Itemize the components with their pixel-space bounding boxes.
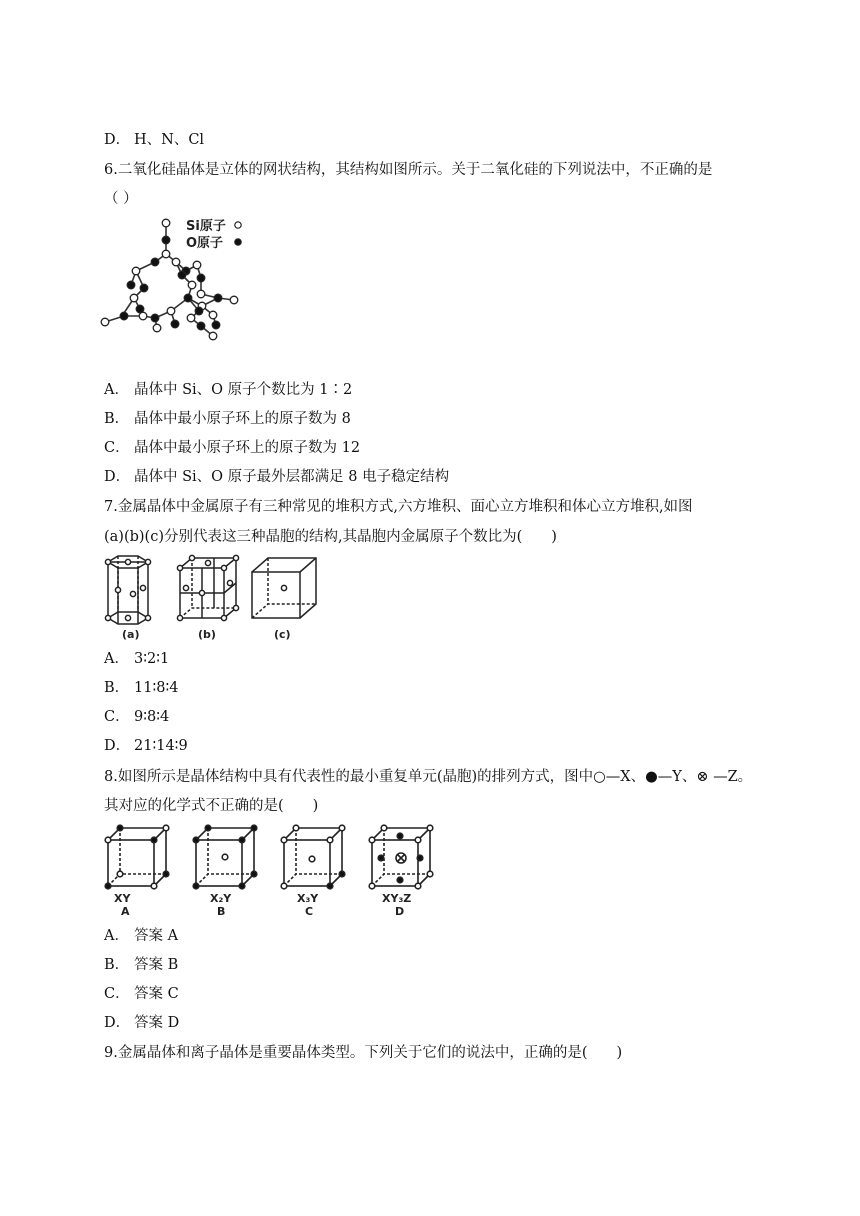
option-text: 答案 A [134,928,179,944]
sio2-structure-figure [100,212,260,347]
option-text: 答案 D [134,1015,180,1031]
option-letter: B． [104,680,130,696]
q7-option-b [104,678,178,698]
option-text: 21∶14∶9 [134,738,188,754]
fcc-cell-b [177,555,238,620]
option-letter: D． [104,469,131,485]
crystal-cell-options-figure [100,822,440,920]
q9-stem: 9.金属晶体和离子晶体是重要晶体类型。下列关于它们的说法中，正确的是( ) [104,1045,623,1061]
legend-o-label: O原子 [186,236,224,251]
legend-si-label: Si原子 [186,219,226,234]
option-letter: B． [104,411,130,427]
figure-label-c: (c) [274,628,291,641]
letter-a: A [121,905,130,918]
option-text: 9∶8∶4 [134,709,170,725]
option-letter: D． [104,132,131,148]
option-letter: A． [104,928,129,944]
unit-cell-stacking-figure [100,552,330,644]
q6-option-c [104,438,360,458]
option-letter: D． [104,1015,131,1031]
q7-option-c [104,707,169,727]
option-letter: C． [104,709,130,725]
cell-a [105,825,169,889]
letter-c: C [305,905,314,918]
si-atom-legend-icon [235,222,241,228]
option-letter: A． [104,651,129,667]
option-letter: A． [104,382,129,398]
option-text: 晶体中 Si、O 原子最外层都满足 8 电子稳定结构 [134,469,450,485]
option-letter: D． [104,738,131,754]
q6-option-d [104,467,449,487]
option-text: 晶体中最小原子环上的原子数为 8 [134,411,351,427]
letter-b: B [217,905,226,918]
bcc-cell-c [252,558,316,618]
q7-stem-cont: (a)(b)(c)分别代表这三种晶胞的结构,其晶胞内金属原子个数比为( ) [104,529,557,545]
cell-d [369,825,433,889]
q7-option-d [104,736,188,756]
q8-option-d [104,1013,179,1033]
q8-stem: 8.如图所示是晶体结构中具有代表性的最小重复单元(晶胞)的排列方式，图中○—X、●—Y、⊗ —Z。 [104,769,753,785]
q5-option-d [104,130,204,150]
q6-stem: 6.二氧化硅晶体是立体的网状结构，其结构如图所示。关于二氧化硅的下列说法中，不正确的是 [104,162,713,178]
formula-a: XY [114,892,131,905]
cell-b [193,825,257,889]
q8-option-a [104,926,178,946]
q6-option-a [104,380,352,400]
option-text: 晶体中最小原子环上的原子数为 12 [134,440,361,456]
option-text: 11∶8∶4 [134,680,179,696]
q6-option-b [104,409,351,429]
letter-d: D [395,905,405,918]
option-text: 答案 C [134,986,179,1002]
q8-option-c [104,984,179,1004]
option-text: 3∶2∶1 [134,651,170,667]
figure-label-a: (a) [122,628,140,641]
formula-d: XY₃Z [382,892,412,905]
formula-c: X₃Y [297,892,319,905]
option-text: 答案 B [134,957,179,973]
option-letter: C． [104,986,130,1002]
q8-stem-cont: 其对应的化学式不正确的是( ) [104,798,319,814]
q8-option-b [104,955,178,975]
option-letter: C． [104,440,130,456]
option-letter: B． [104,957,130,973]
q7-stem: 7.金属晶体中金属原子有三种常见的堆积方式,六方堆积、面心立方堆积和体心立方堆积,如图 [104,499,693,515]
formula-b: X₂Y [210,892,232,905]
figure-label-b: (b) [198,628,216,641]
cell-c [281,825,345,889]
option-text: 晶体中 Si、O 原子个数比为 1∶2 [134,382,353,398]
hexagonal-cell-a [105,556,150,624]
q7-option-a [104,649,169,669]
option-text: H、N、Cl [134,132,205,148]
q6-stem-cont: （ ） [104,191,138,207]
o-atom-legend-icon [235,239,241,245]
